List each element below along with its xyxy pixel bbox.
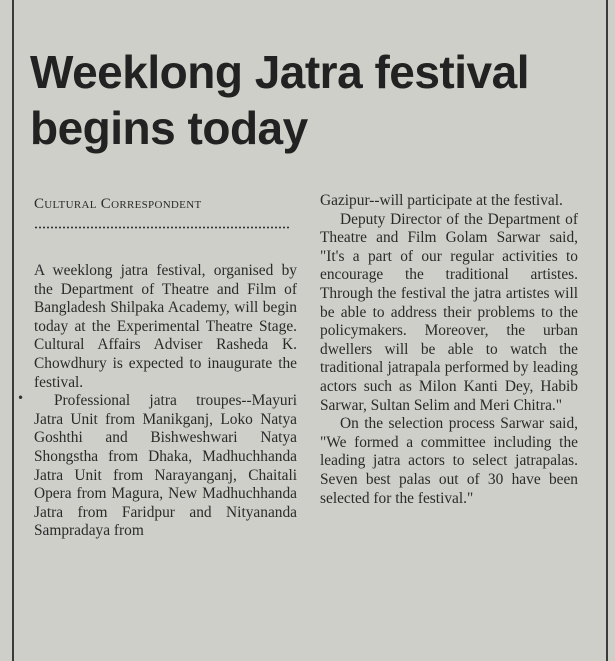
paragraph-continuation: Gazipur--will participate at the festival. [320, 192, 563, 209]
byline: Cultural Correspondent [34, 196, 202, 212]
right-column-rule [606, 0, 608, 661]
paragraph-troupes: Professional jatra troupes--Mayuri Jatra Unit from Manikganj, Loko Natya Goshthi and Bishweshwari Natya Shongstha from Dhaka, Madhuchhanda Jatra Unit from Narayanganj, Chaitali Opera from Magura, New Madhuchhanda Jatra from Faridpur and Nityananda Sampradaya from [34, 392, 297, 540]
paragraph-quote: Deputy Director of the Department of Theatre and Film Golam Sarwar said, "It's a part of our regular activities to encourage the traditional artistes. Through the festival the jatra artistes will be able to address their problems to the policymakers. Moreover, the urban dwellers will be able to watch the traditional jatrapala performed by leading actors such as Milon Kanti Dey, Habib Sarwar, Sultan Selim and Meri Chitra." [320, 210, 578, 414]
headline: Weeklong Jatra festival begins today [30, 46, 529, 154]
paragraph-selection: On the selection process Sarwar said, "We formed a committee including the leading jatra actors to select jatrapalas. Seven best palas out of 30 have been selected for the festival." [320, 415, 578, 507]
dotted-separator [34, 226, 290, 229]
article-column-right [320, 192, 578, 508]
left-column-rule [12, 0, 14, 661]
margin-mark: • [17, 391, 25, 405]
article-column-left [34, 262, 297, 541]
paragraph-intro: A weeklong jatra festival, organised by the Department of Theatre and Film of Bangladesh Shilpaka Academy, will begin today at the Experimental Theatre Stage. Cultural Affairs Adviser Rasheda K. Chowdhury is expected to inaugurate the festival. [34, 262, 297, 391]
